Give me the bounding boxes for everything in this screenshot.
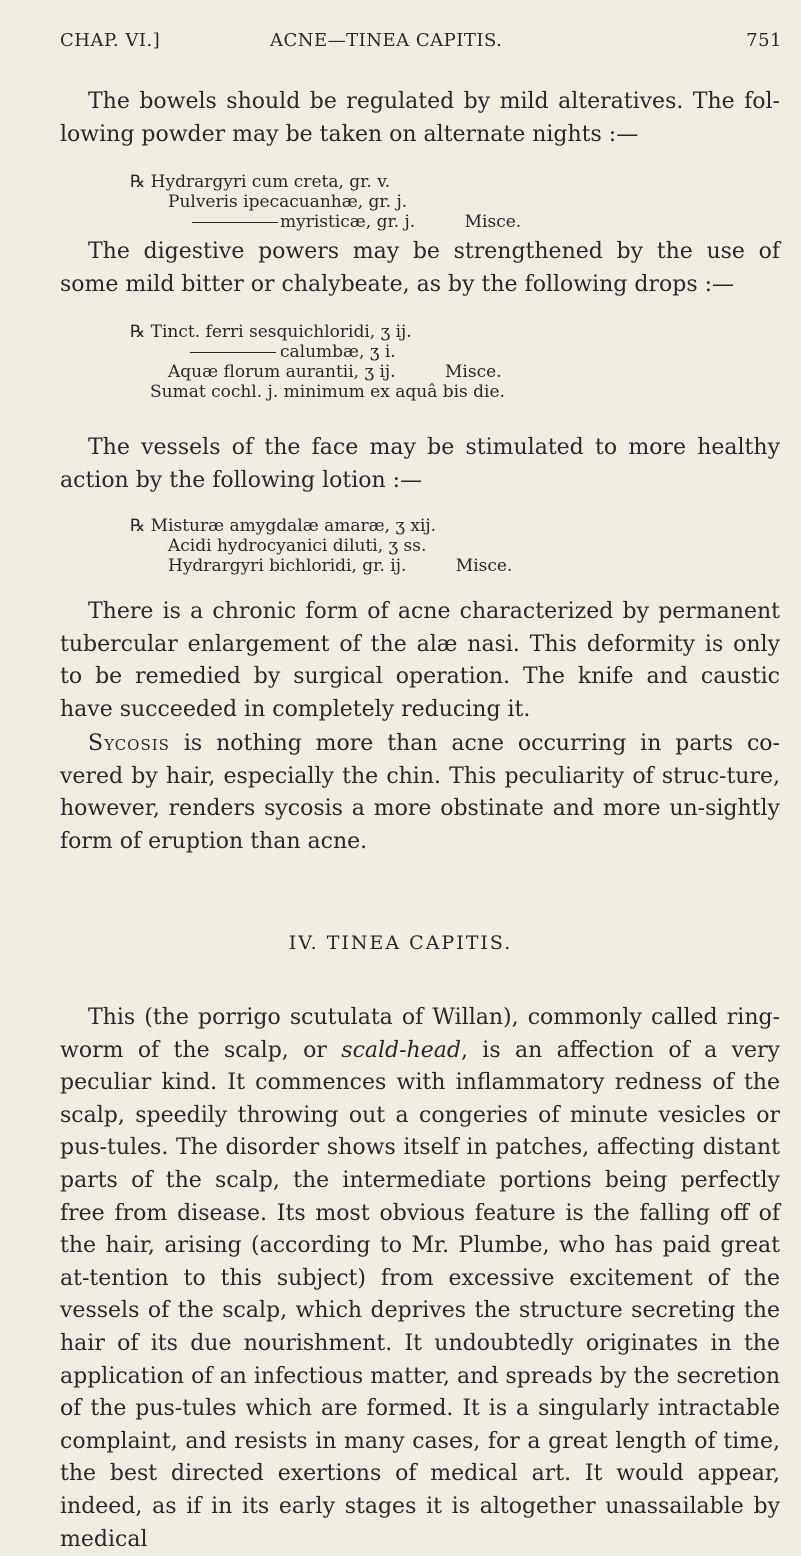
tinea-term: scald-head	[341, 1037, 461, 1063]
prescription-powder	[130, 172, 521, 232]
misce-label: Misce.	[464, 212, 522, 232]
paragraph-bowels: The bowels should be regulated by mild alteratives. The fol-lowing powder may be taken on alternate nights :—	[60, 89, 780, 147]
rx-line: Sumat cochl. j. minimum ex aquâ bis die.	[150, 382, 505, 402]
page-number: 751	[746, 30, 782, 51]
ditto-rule	[192, 222, 278, 223]
rx-line: ℞ Misturæ amygdalæ amaræ, ʒ xij.	[130, 516, 437, 536]
tinea-text-b: , is an affection of a very peculiar kind. It commences with inflammatory redness of the scalp, speedily throwing out a congeries of minute vesicles or pus-tules. The disorder shows itself in patches, affecting distant parts of the scalp, the intermediate portions being perfectly free from disease. Its most obvious feature is the falling off of the hair, arising (according to Mr. Plumbe, who has paid great at-tention to this subject) from excessive excitement of the vessels of the scalp, which deprives the structure secreting the hair of its due nourishment. It undoubtedly originates in the application of an infectious matter, and spreads by the secretion of the pus-tules which are formed. It is a singularly intractable complaint, and resists in many cases, for a great length of time, the best directed exertions of medical art. It would appear, indeed, as if in its early stages it is altogether unassailable by medical	[60, 1037, 780, 1552]
rx-line	[130, 342, 505, 362]
rx-line: ℞ Tinct. ferri sesquichloridi, ʒ ij.	[130, 322, 412, 342]
rx-line: ℞ Hydrargyri cum creta, gr. v.	[130, 172, 391, 192]
tinea-text-a: This (the porrigo scutulata of Willan), commonly called ring-worm of the scalp, or	[60, 1005, 780, 1063]
rx-line: Pulveris ipecacuanhæ, gr. j.	[168, 192, 408, 212]
rx-line-text: calumbæ, ʒ i.	[280, 342, 396, 362]
prescription-drops	[130, 322, 505, 402]
rx-line-text: myristicæ, gr. j.	[280, 212, 416, 232]
rx-line	[130, 212, 521, 232]
section-heading: IV. TINEA CAPITIS.	[288, 932, 513, 954]
prescription-lotion	[130, 516, 512, 576]
sycosis-term: Sycosis	[88, 731, 170, 756]
rx-line-text: Aquæ florum aurantii, ʒ ij.	[168, 362, 396, 382]
misce-label: Misce.	[445, 362, 502, 382]
rx-line	[130, 362, 505, 382]
running-title: ACNE—TINEA CAPITIS.	[270, 30, 503, 51]
chapter-label: CHAP. VI.]	[60, 30, 161, 51]
running-header	[60, 30, 782, 60]
paragraph-tinea	[60, 1002, 780, 1556]
paragraph-sycosis	[60, 728, 780, 858]
rx-line-text: Hydrargyri bichloridi, gr. ij.	[168, 556, 407, 576]
paragraph-vessels: The vessels of the face may be stimulated to more healthy action by the following lotion :—	[60, 435, 780, 493]
misce-label: Misce.	[455, 556, 513, 576]
paragraph-chronic-acne: There is a chronic form of acne characterized by permanent tubercular enlargement of the alæ nasi. This deformity is only to be remedied by surgical operation. The knife and caustic have succeeded in completely reducing it.	[60, 599, 780, 722]
rx-line	[130, 556, 512, 576]
rx-line: Acidi hydrocyanici diluti, ʒ ss.	[168, 536, 427, 556]
paragraph-digestive: The digestive powers may be strengthened by the use of some mild bitter or chalybeate, as by the following drops :—	[60, 239, 780, 297]
ditto-rule	[190, 352, 276, 353]
sycosis-text: is nothing more than acne occurring in parts co-vered by hair, especially the chin. This peculiarity of struc-ture, however, renders sycosis a more obstinate and more un-sightly form of eruption than acne.	[60, 731, 780, 854]
